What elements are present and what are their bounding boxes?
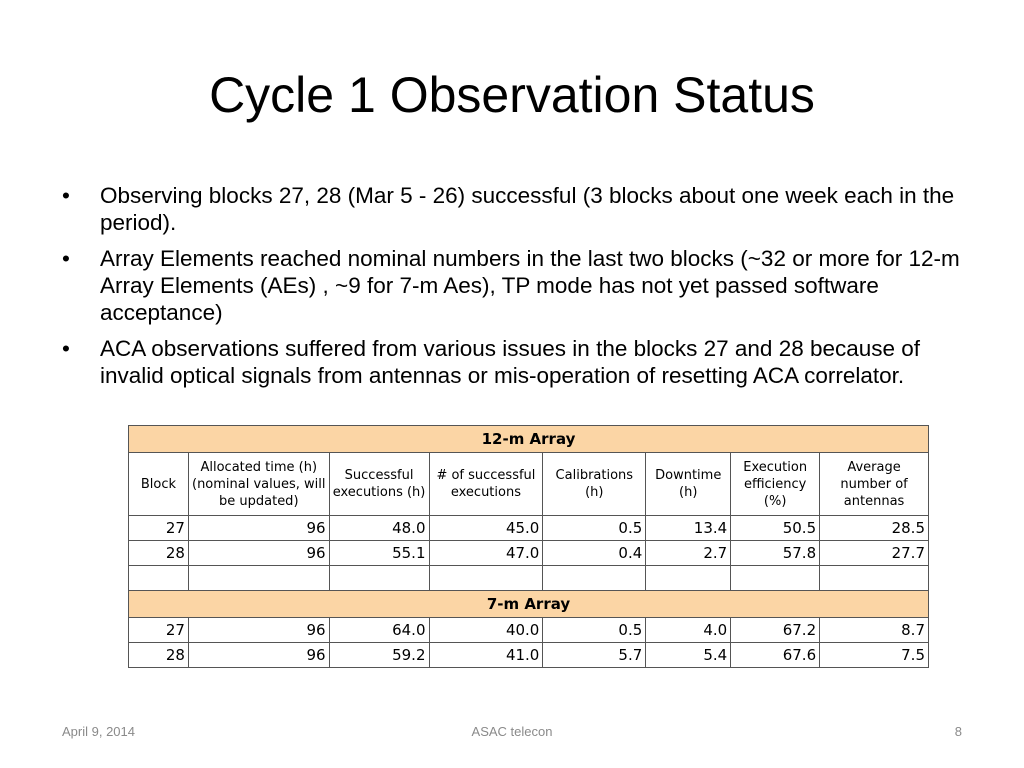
column-header: # of successful executions	[429, 453, 543, 516]
table-cell: 57.8	[731, 541, 820, 566]
empty-cell	[731, 566, 820, 591]
table-cell: 2.7	[646, 541, 731, 566]
table-cell: 28	[129, 643, 189, 668]
empty-cell	[543, 566, 646, 591]
table-cell: 0.4	[543, 541, 646, 566]
column-header: Average number of antennas	[820, 453, 929, 516]
table-cell: 59.2	[329, 643, 429, 668]
table-cell: 67.6	[731, 643, 820, 668]
table-cell: 13.4	[646, 516, 731, 541]
table-cell: 0.5	[543, 516, 646, 541]
section-label: 7-m Array	[129, 591, 929, 618]
bullet-marker: •	[62, 246, 70, 271]
bullet-text: Observing blocks 27, 28 (Mar 5 - 26) successful (3 blocks about one week each in the period).	[100, 183, 955, 235]
footer-date: April 9, 2014	[62, 724, 135, 739]
table-cell: 64.0	[329, 618, 429, 643]
table-cell: 96	[188, 643, 329, 668]
section-header-12m	[129, 426, 929, 453]
table-cell: 28.5	[820, 516, 929, 541]
table-cell: 7.5	[820, 643, 929, 668]
table-cell: 27.7	[820, 541, 929, 566]
column-header: Downtime (h)	[646, 453, 731, 516]
section-label: 12-m Array	[129, 426, 929, 453]
bullet-item	[62, 335, 982, 389]
table-row	[129, 516, 929, 541]
bullet-list	[62, 182, 982, 398]
table-cell: 5.7	[543, 643, 646, 668]
bullet-item	[62, 245, 982, 326]
column-header: Execution efficiency (%)	[731, 453, 820, 516]
table-cell: 28	[129, 541, 189, 566]
empty-cell	[429, 566, 543, 591]
table-cell: 8.7	[820, 618, 929, 643]
table-row	[129, 618, 929, 643]
table-cell: 67.2	[731, 618, 820, 643]
empty-cell	[646, 566, 731, 591]
page-number: 8	[954, 724, 962, 739]
table-cell: 27	[129, 516, 189, 541]
table-cell: 40.0	[429, 618, 543, 643]
table-cell: 47.0	[429, 541, 543, 566]
table-cell: 45.0	[429, 516, 543, 541]
table-cell: 55.1	[329, 541, 429, 566]
table-cell: 41.0	[429, 643, 543, 668]
empty-cell	[188, 566, 329, 591]
table-cell: 96	[188, 541, 329, 566]
bullet-text: Array Elements reached nominal numbers in the last two blocks (~32 or more for 12-m Array Elements (AEs) , ~9 for 7-m Aes), TP mode has not yet passed software acceptance)	[100, 246, 960, 325]
table-cell: 96	[188, 516, 329, 541]
table-cell: 27	[129, 618, 189, 643]
bullet-marker: •	[62, 336, 70, 361]
column-header: Block	[129, 453, 189, 516]
table-cell: 48.0	[329, 516, 429, 541]
observation-status-table	[128, 425, 929, 668]
column-header: Calibrations (h)	[543, 453, 646, 516]
table-cell: 5.4	[646, 643, 731, 668]
table-cell: 0.5	[543, 618, 646, 643]
empty-row	[129, 566, 929, 591]
bullet-marker: •	[62, 183, 70, 208]
empty-cell	[129, 566, 189, 591]
column-header: Allocated time (h) (nominal values, will be updated)	[188, 453, 329, 516]
slide-title: Cycle 1 Observation Status	[209, 67, 815, 123]
table-row	[129, 643, 929, 668]
empty-cell	[820, 566, 929, 591]
table-row	[129, 541, 929, 566]
bullet-item	[62, 182, 982, 236]
table-cell: 96	[188, 618, 329, 643]
table-cell: 50.5	[731, 516, 820, 541]
column-header: Successful executions (h)	[329, 453, 429, 516]
empty-cell	[329, 566, 429, 591]
table-cell: 4.0	[646, 618, 731, 643]
bullet-text: ACA observations suffered from various issues in the blocks 27 and 28 because of invalid optical signals from antennas or mis-operation of resetting ACA correlator.	[100, 336, 921, 388]
footer-event: ASAC telecon	[471, 724, 553, 739]
column-header-row	[129, 453, 929, 516]
section-header-7m	[129, 591, 929, 618]
